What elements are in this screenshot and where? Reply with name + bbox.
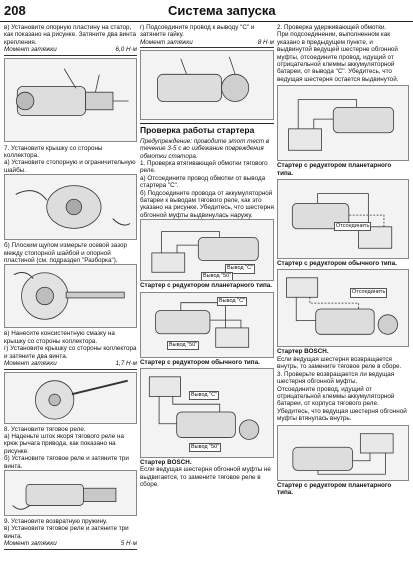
section-title: Проверка работы стартера [140,123,274,136]
figure-caption: Стартер с редуктором планетарного типа. [277,162,392,177]
column-left [4,24,137,552]
step-6v-text: в) Установите опорную пластину на статор, как показано на рисунке. Затяните два винта крепления. [4,24,136,46]
solenoid-illustration [5,471,136,515]
page-number: 208 [4,3,26,18]
screwdriver-illustration [5,373,136,423]
torque-label: Момент затяжки [4,360,57,368]
step-1a-text: а) Отсоедините провод обмотки от вывода стартера "С". [140,174,266,190]
terminal-c-label: Вывод "С" [189,391,219,400]
figure-caption: Стартер с редуктором обычного типа. [277,260,397,268]
page-header [0,0,413,22]
figure-hold-bosch [277,269,409,347]
warning-note: Предупреждение: проводите этот тест в течение 3-5 с во избежание повреждения обмотки статора. [140,137,270,160]
running-title: Система запуска [168,3,276,18]
step-1b-text: б) Подсоедините провода от аккумуляторной батареи к выводам тягового реле, как это указано на рисунке. Убедитесь, что шестерня обгонной муфты выдвинулась наружу. [140,189,274,219]
starter-terminal-illustration [141,51,273,119]
step-2-text: 2. Проверка удерживающей обмотки. [277,24,387,31]
feeler-gauge-illustration [5,265,136,327]
figure-caption: Стартер BOSCH. [140,459,192,466]
step-7a-text: а) Установите стопорную и ограничительную шайбы. [4,159,136,174]
torque-value: 5 Н·м [120,540,137,548]
disconnect-label: Отсоединить [350,288,387,297]
step-8-text: 8. Установите тяговое реле. [4,425,86,433]
figure-caption: Стартер с редуктором планетарного типа. [277,481,392,496]
terminal-50-label: Вывод "50" [201,272,233,281]
torque-spec-3 [4,540,137,549]
figure-return-planetary [277,425,409,481]
torque-spec-2 [4,360,137,369]
figure-pullin-bosch [140,368,274,458]
figure-solenoid-install [4,470,137,516]
figure-terminal-c [140,50,274,120]
step-7-text: 7. Установите крышку со стороны коллектора. [4,144,103,160]
step-8a-text: а) Наденьте шток якоря тягового реле на крюк рычага привода, как показано на рисунке. [4,432,124,455]
conclusion-text: Если ведущая шестерня обгонной муфты не выдвигается, то замените тяговое реле в сборе. [140,466,271,489]
figure-hold-planetary [277,85,409,161]
figure-hold-conventional [277,179,409,259]
step-1-text: 1. Проверка втягивающей обмотки тягового реле. [140,159,268,175]
figure-caption: Стартер с редуктором планетарного типа. [140,282,273,290]
cover-washer-illustration [5,175,136,239]
torque-value: 1,7 Н·м [115,360,137,368]
column-right [277,24,409,496]
figure-stator-plate [4,58,137,142]
bosch-wiring-illustration [278,270,408,346]
torque-value: 6,0 Н·м [115,46,137,54]
torque-value: 8 Н·м [257,38,274,46]
figure-commutator-cover [4,174,137,240]
battery-wiring-illustration [278,180,408,258]
step-9v-text: в) Установите тяговое реле и затяните три винта. [4,525,129,540]
step-8b-text: б) Установите тяговое реле и затяните три винта. [4,455,129,470]
step-7b-text: б) Плоским щупом измерьте осевой зазор между стопорной шайбой и опорной пластиной (см. подраздел "Разборка"). [4,242,128,265]
torque-label: Момент затяжки [140,38,193,46]
figure-pullin-conventional [140,292,274,358]
terminal-50-label: Вывод "50" [189,443,221,452]
terminal-50-label: Вывод "50" [167,341,199,350]
step-7v-text: в) Нанесите консистентную смазку на крышку со стороны коллектора. [4,330,115,345]
step-9-text: 9. Установите возвратную пружину. [4,517,108,525]
torque-spec-1 [4,46,137,55]
starter-assembly-illustration [5,59,136,141]
step-3-body: Отсоедините провод, идущий от отрицательной клеммы аккумуляторной батареи, от корпуса тягового реле. Убедитесь, что ведущая шестерня обгонной муфты втянулась внутрь. [277,385,407,423]
step-2-result-text: Если ведущая шестерня возвращается внутрь, то замените тяговое реле в сборе. [277,355,402,371]
terminal-c-label: Вывод "С" [217,297,247,306]
figure-cover-screws [4,372,137,424]
battery-wiring-illustration [278,86,408,160]
torque-label: Момент затяжки [4,46,57,54]
battery-wiring-illustration [278,426,408,480]
step-7g-text: г) Установите крышку со стороны коллектора и затяните два винта. [4,345,137,360]
column-middle [140,24,274,489]
figure-caption: Стартер BOSCH. [277,348,329,356]
figure-pullin-planetary [140,219,274,281]
step-3-text: 3. Проверьте возвращается ли ведущая шестерня обгонной муфты. [277,370,395,386]
disconnect-label: Отсоединить [334,222,371,231]
torque-label: Момент затяжки [4,540,57,548]
step-g-text: г) Подсоедините провод к выводу "С" и затяните гайку. [140,24,255,39]
figure-caption: Стартер с редуктором обычного типа. [140,358,260,366]
figure-axial-gap [4,264,137,328]
battery-wiring-illustration [141,293,273,357]
terminal-c-label: Вывод "С" [225,264,255,273]
torque-spec [140,39,274,48]
step-2-body: При подсоединении, выполненном как указано в предыдущем пункте, и выдвинутой ведущей шестерне обгонной муфты, отсоедините провод, идущий от отрицательной клеммы аккумуляторной батареи, от вывода "С". Убедитесь, что ведущая шестерня остается выдвинутой. [277,31,399,83]
